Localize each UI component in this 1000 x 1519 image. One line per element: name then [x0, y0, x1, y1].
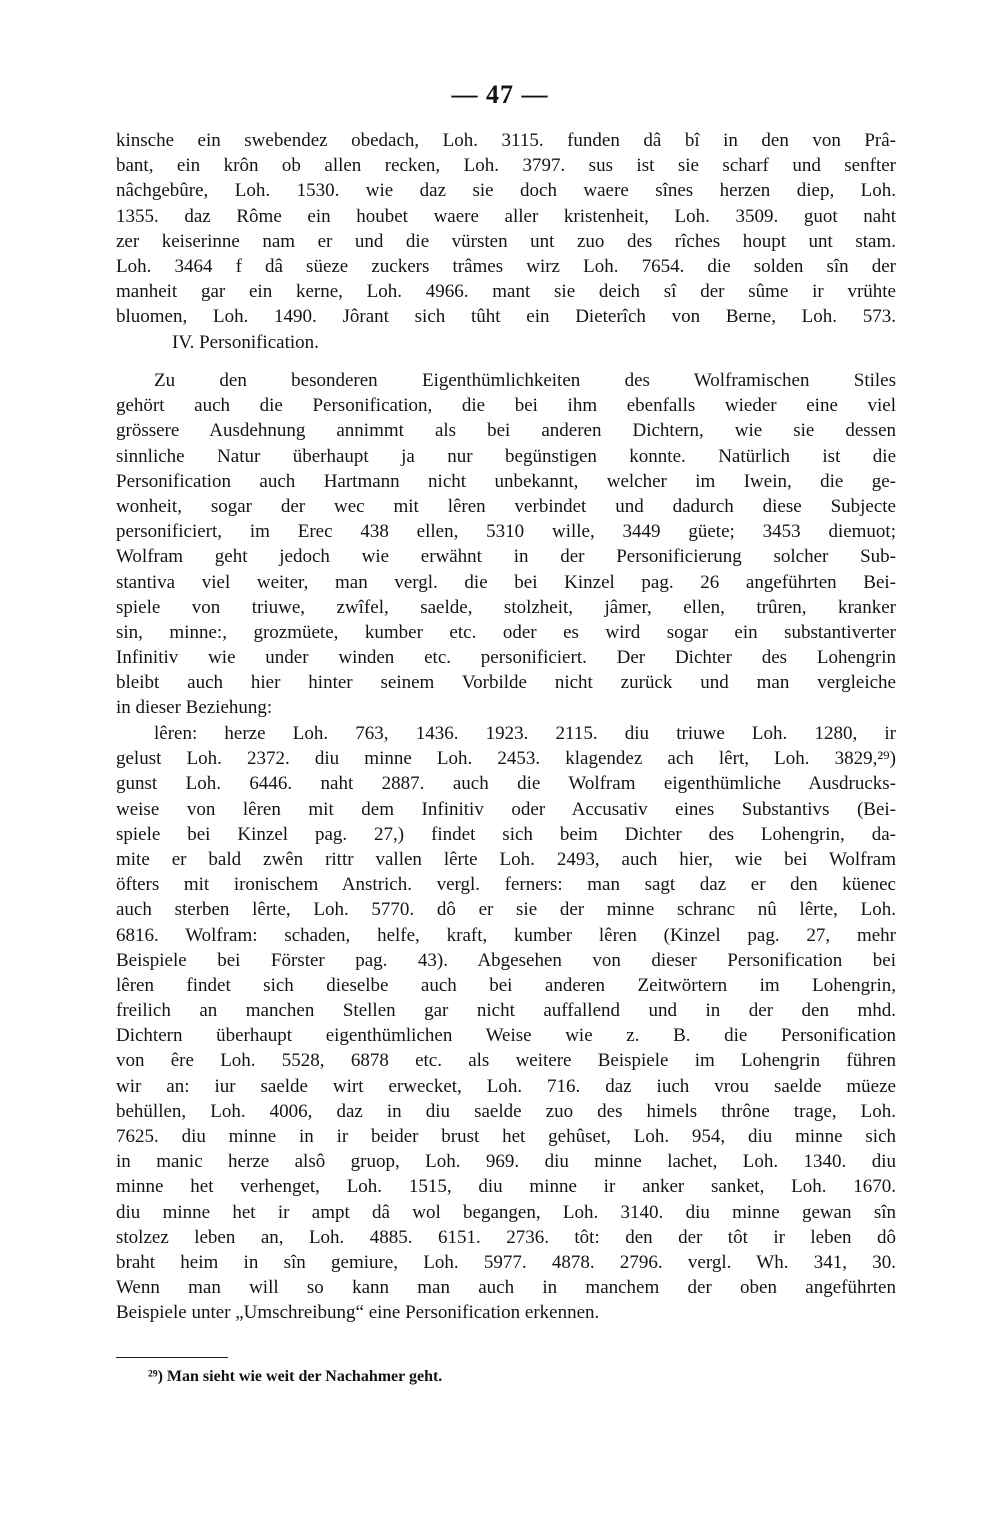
text-line: nâchgebûre, Loh. 1530. wie daz sie doch waere sînes herzen diep, Loh.	[116, 180, 896, 202]
text-line: spiele von triuwe, zwîfel, saelde, stolzheit, jâmer, ellen, trûren, kranker	[116, 596, 896, 618]
text-line: bant, ein krôn ob allen recken, Loh. 3797. sus ist sie scharf und senfter	[116, 155, 896, 177]
text-line: stantiva viel weiter, man vergl. die bei Kinzel pag. 26 angeführten Bei-	[116, 571, 896, 593]
text-line: weise von lêren mit dem Infinitiv oder Accusativ eines Substantivs (Bei-	[116, 798, 896, 820]
footnote-divider	[116, 1357, 228, 1358]
text-line: auch sterben lêrte, Loh. 5770. dô er sie der minne schranc nû lêrte, Loh.	[116, 899, 896, 921]
text-line: Loh. 3464 f dâ süeze zuckers trâmes wirz Loh. 7654. die solden sîn der	[116, 255, 896, 277]
text-line: sin, minne:, grozmüete, kumber etc. oder es wird sogar ein substantiverter	[116, 621, 896, 643]
text-line: wir an: iur saelde wirt erwecket, Loh. 716. daz iuch vrou saelde müeze	[116, 1075, 896, 1097]
page-number: — 47 —	[451, 80, 549, 109]
text-line: braht heim in sîn gemiure, Loh. 5977. 4878. 2796. vergl. Wh. 341, 30.	[116, 1251, 896, 1273]
text-line: wonheit, sogar der wec mit lêren verbindet und dadurch diese Subjecte	[116, 495, 896, 517]
text-line: behüllen, Loh. 4006, daz in diu saelde zuo des himels thrône trage, Loh.	[116, 1100, 896, 1122]
text-line: minne het verhenget, Loh. 1515, diu minne ir anker sanket, Loh. 1670.	[116, 1176, 896, 1198]
text-line: personificiert, im Erec 438 ellen, 5310 wille, 3449 güete; 3453 diemuot;	[116, 521, 896, 543]
text-line: mite er bald zwên rittr vallen lêrte Loh. 2493, auch hier, wie bei Wolfram	[116, 848, 896, 870]
text-line: stolzez leben an, Loh. 4885. 6151. 2736. tôt: den der tôt ir leben dô	[116, 1226, 896, 1248]
text-line: lêren findet sich dieselbe auch bei anderen Zeitwörtern im Lohengrin,	[116, 974, 896, 996]
text-line: diu minne het ir ampt dâ wol begangen, Loh. 3140. diu minne gewan sîn	[116, 1201, 896, 1223]
text-line: Personification auch Hartmann nicht unbekannt, welcher im Iwein, die ge-	[116, 470, 896, 492]
paragraph-examples	[116, 128, 896, 355]
text-line: kinsche ein swebendez obedach, Loh. 3115. funden dâ bî in den von Prâ-	[116, 130, 896, 151]
text-line: Wenn man will so kann man auch in manchem der oben angeführten	[116, 1277, 896, 1299]
text-line: bleibt auch hier hinter seinem Vorbilde nicht zurück und man vergleiche	[116, 672, 896, 694]
text-line: gehört auch die Personification, die bei ihm ebenfalls wieder eine viel	[116, 395, 896, 417]
text-line: 7625. diu minne in ir beider brust het gehûset, Loh. 954, diu minne sich	[116, 1126, 896, 1147]
text-line: bluomen, Loh. 1490. Jôrant sich tûht ein Dieterîch von Berne, Loh. 573.	[116, 306, 896, 328]
text-line: gelust Loh. 2372. diu minne Loh. 2453. klagendez ach lêrt, Loh. 3829,²⁹)	[116, 748, 896, 770]
text-line: Zu den besonderen Eigenthümlichkeiten des Wolframischen Stiles	[154, 370, 896, 391]
text-line: freilich an manchen Stellen gar nicht auffallend und in der den mhd.	[116, 1000, 896, 1022]
text-line: gunst Loh. 6446. naht 2887. auch die Wolfram eigenthümliche Ausdrucks-	[116, 773, 896, 795]
text-line: Wolfram geht jedoch wie erwähnt in der Personificierung solcher Sub-	[116, 546, 896, 568]
text-line: grössere Ausdehnung annimmt als bei anderen Dichtern, wie sie dessen	[116, 420, 896, 442]
text-line: Infinitiv wie under winden etc. personificiert. Der Dichter des Lohengrin	[116, 647, 896, 669]
text-line: 1355. daz Rôme ein houbet waere aller kristenheit, Loh. 3509. guot naht	[116, 205, 896, 227]
footnote: ²⁹) Man sieht wie weit der Nachahmer geht.	[148, 1368, 443, 1385]
text-line: Beispiele unter „Umschreibung“ eine Personification erkennen.	[116, 1302, 600, 1324]
text-line: spiele bei Kinzel pag. 27,) findet sich beim Dichter des Lohengrin, da-	[116, 823, 896, 845]
text-line: Dichtern überhaupt eigenthümlichen Weise wie z. B. die Personification	[116, 1025, 896, 1047]
paragraph-leren	[116, 721, 896, 1326]
section-heading: IV. Personification.	[172, 331, 319, 353]
text-line: Beispiele bei Förster pag. 43). Abgesehen von dieser Personification bei	[116, 949, 896, 971]
paragraph-personification	[116, 368, 896, 721]
text-line: von êre Loh. 5528, 6878 etc. als weitere Beispiele im Lohengrin führen	[116, 1050, 896, 1072]
text-line: 6816. Wolfram: schaden, helfe, kraft, kumber lêren (Kinzel pag. 27, mehr	[116, 924, 896, 946]
text-line: sinnliche Natur überhaupt ja nur begünstigen konnte. Natürlich ist die	[116, 445, 896, 467]
text-line: in manic herze alsô gruop, Loh. 969. diu minne lachet, Loh. 1340. diu	[116, 1151, 896, 1173]
text-line: zer keiserinne nam er und die vürsten unt zuo des rîches houpt unt stam.	[116, 230, 896, 252]
text-line: öfters mit ironischem Anstrich. vergl. ferners: man sagt daz er den küenec	[116, 874, 896, 896]
text-line: in dieser Beziehung:	[116, 697, 273, 719]
text-line: manheit gar ein kerne, Loh. 4966. mant sie deich sî der sûme ir vrühte	[116, 281, 896, 303]
text-line: lêren: herze Loh. 763, 1436. 1923. 2115. diu triuwe Loh. 1280, ir	[154, 723, 896, 744]
